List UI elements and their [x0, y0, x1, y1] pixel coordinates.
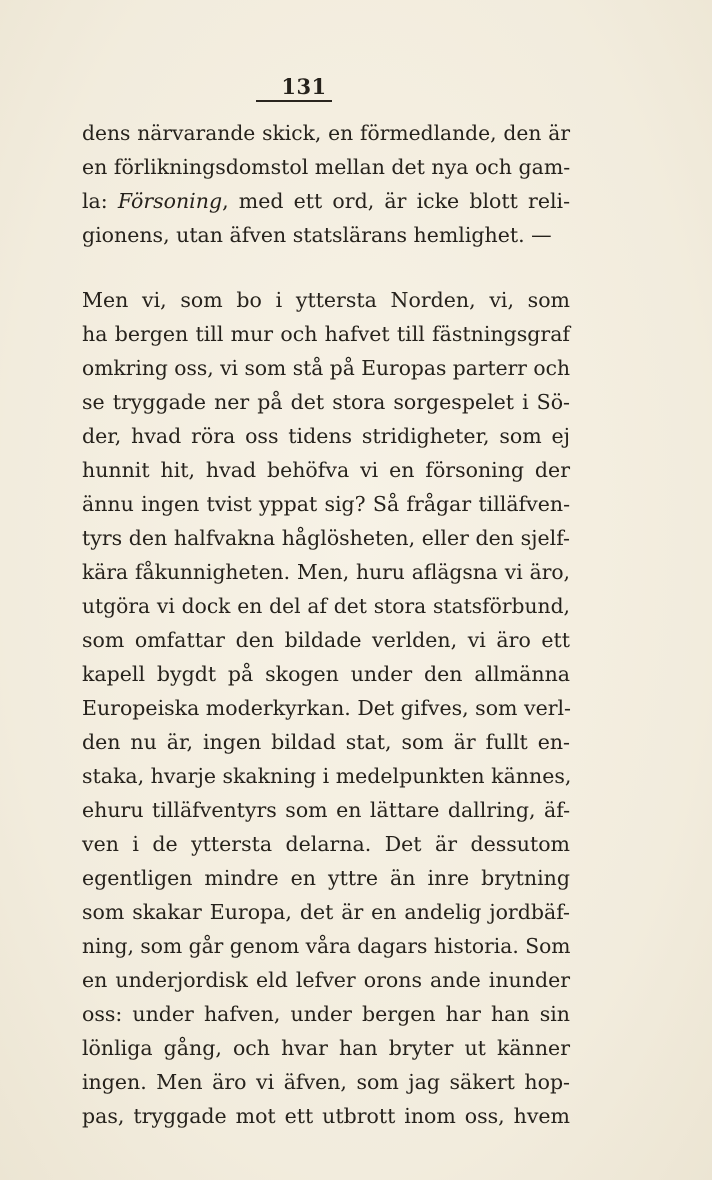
text-line: lönliga gång, och hvar han bryter ut känner — [82, 1036, 570, 1060]
emphasized-word: Försoning — [117, 189, 223, 213]
text-line: staka, hvarje skakning i medelpunkten kännes, — [82, 764, 572, 788]
text-line: den nu är, ingen bildad stat, som är fullt en- — [82, 730, 570, 754]
text-line: Europeiska moderkyrkan. Det gifves, som verl- — [82, 696, 571, 720]
text-line: som skakar Europa, det är en andelig jordbäf- — [82, 900, 570, 924]
paragraph-2 — [82, 283, 570, 1133]
paragraph-gap — [82, 252, 570, 283]
text-line: omkring oss, vi som stå på Europas parterr och — [82, 356, 570, 380]
text-line: en underjordisk eld lefver orons ande inunder — [82, 968, 570, 992]
text-line: tyrs den halfvakna håglösheten, eller den sjelf- — [82, 526, 570, 550]
text-line: ven i de yttersta delarna. Det är dessutom — [82, 832, 570, 856]
text-line: oss: under hafven, under bergen har han sin — [82, 1002, 570, 1026]
page-number: 131 — [281, 74, 327, 99]
text-line: se tryggade ner på det stora sorgespelet i Sö- — [82, 390, 570, 414]
text-line: dens närvarande skick, en förmedlande, den är — [82, 121, 570, 145]
text-line: pas, tryggade mot ett utbrott inom oss, hvem — [82, 1104, 570, 1128]
text-line: der, hvad röra oss tidens stridigheter, som ej — [82, 424, 570, 448]
text-line: egentligen mindre en yttre än inre brytning — [82, 866, 570, 890]
text-line: kapell bygdt på skogen under den allmänna — [82, 662, 570, 686]
paragraph-1 — [82, 116, 570, 252]
body-text — [82, 116, 570, 1133]
text-line: ännu ingen tvist yppat sig? Så frågar tilläfven- — [82, 492, 570, 516]
text-line: la: Försoning, med ett ord, är icke blott reli- — [82, 189, 571, 213]
text-line: ingen. Men äro vi äfven, som jag säkert hop- — [82, 1070, 570, 1094]
text-line: ehuru tilläfventyrs som en lättare dallring, äf- — [82, 798, 570, 822]
text-line: en förlikningsdomstol mellan det nya och gam- — [82, 155, 571, 179]
text-line: utgöra vi dock en del af det stora statsförbund, — [82, 594, 570, 618]
page-number-rule — [256, 100, 332, 102]
text-line: kära fåkunnigheten. Men, huru aflägsna vi äro, — [82, 560, 570, 584]
text-line: gionens, utan äfven statslärans hemlighet. — — [82, 223, 552, 247]
text-line: som omfattar den bildade verlden, vi äro ett — [82, 628, 570, 652]
text-line: hunnit hit, hvad behöfva vi en försoning der — [82, 458, 570, 482]
text-line: ha bergen till mur och hafvet till fästningsgraf — [82, 322, 570, 346]
text-line: Men vi, som bo i yttersta Norden, vi, som — [82, 288, 570, 312]
text-line: ning, som går genom våra dagars historia. Som — [82, 934, 571, 958]
